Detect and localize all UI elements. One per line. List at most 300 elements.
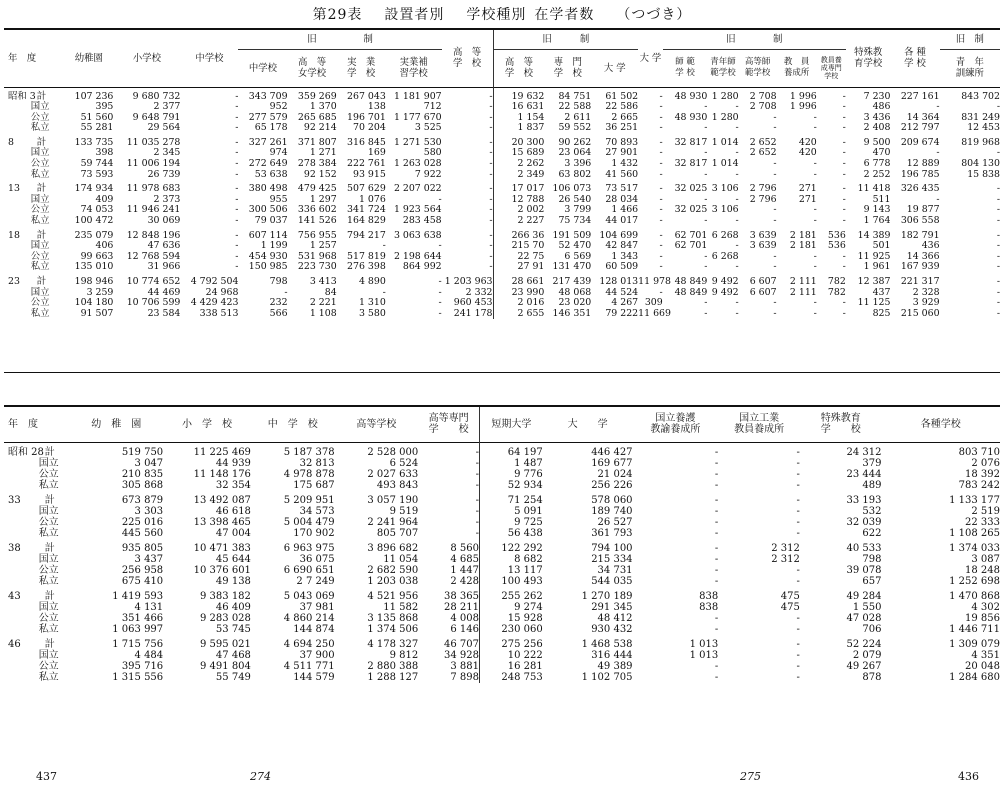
- value-cell: -: [442, 205, 493, 216]
- value-cell: -: [796, 446, 800, 458]
- category-cell: 公立: [38, 468, 59, 480]
- value-cell: 100 472: [74, 215, 114, 227]
- value-cell: 1 550: [852, 601, 882, 613]
- value-cell: 215 70: [511, 240, 545, 252]
- value-cell: 544 035: [591, 575, 633, 587]
- year-cell: [4, 241, 31, 252]
- header2-yogo: 国立養護 教諭養成所: [650, 413, 701, 436]
- category-cell: 国立: [38, 505, 59, 517]
- value-cell: 3 106: [711, 204, 739, 216]
- value-cell: -: [704, 168, 708, 180]
- value-cell: 1 374 506: [367, 623, 419, 635]
- value-cell: 470: [872, 147, 891, 159]
- value-cell: 53 745: [215, 623, 251, 635]
- value-cell: 232: [269, 297, 288, 309]
- value-cell: -: [996, 286, 1000, 298]
- value-cell: 3 639: [749, 240, 777, 252]
- value-cell: 79 222: [605, 307, 639, 319]
- value-cell: 107 236: [74, 90, 114, 102]
- value-cell: -: [418, 491, 479, 506]
- title-part1: 設置者別: [384, 7, 445, 23]
- value-cell: 13 117: [507, 564, 543, 576]
- table-row: [4, 539, 1000, 554]
- value-cell: -: [714, 671, 719, 683]
- value-cell: 32 813: [299, 457, 335, 469]
- value-cell: 32 039: [846, 516, 882, 528]
- value-cell: 29 564: [147, 122, 181, 134]
- value-cell: 15 838: [967, 168, 1000, 180]
- value-cell: 446 427: [591, 446, 633, 458]
- table-row: [4, 661, 1000, 672]
- value-cell: 39 078: [846, 564, 882, 576]
- value-cell: -: [996, 193, 1000, 205]
- header-kinder: 幼稚園: [74, 52, 103, 64]
- value-cell: 47 468: [215, 649, 251, 661]
- value-cell: 6 524: [389, 457, 419, 469]
- value-cell: 49 138: [215, 575, 251, 587]
- value-cell: 73 593: [80, 168, 114, 180]
- value-cell: -: [996, 204, 1000, 216]
- value-cell: 1 961: [863, 261, 891, 273]
- value-cell: 40 533: [846, 542, 882, 554]
- category-cell: 国立: [30, 286, 50, 298]
- value-cell: 361 793: [591, 527, 633, 539]
- value-cell: 133 735: [74, 136, 114, 148]
- value-cell: 3 413: [309, 276, 337, 287]
- value-cell: 5 209 951: [283, 494, 335, 506]
- header-kyoin: 教 員 養成所: [783, 57, 810, 78]
- value-cell: 47 004: [215, 527, 251, 539]
- value-cell: 578 060: [591, 494, 633, 506]
- value-cell: -: [936, 193, 940, 205]
- value-cell: 92 214: [303, 122, 337, 134]
- value-cell: 230 060: [501, 623, 543, 635]
- value-cell: -: [418, 528, 479, 539]
- value-cell: 1 263 028: [393, 158, 442, 170]
- value-cell: 32 025: [674, 183, 708, 195]
- table-row: [4, 262, 1000, 273]
- value-cell: -: [996, 215, 1000, 227]
- value-cell: 37 981: [299, 601, 335, 613]
- category-cell: 国立: [38, 649, 59, 661]
- header-old-system-4: 旧 制: [940, 29, 1000, 49]
- year-cell: [4, 170, 31, 181]
- year-cell: [4, 672, 39, 683]
- value-cell: -: [418, 469, 479, 480]
- value-cell: 62 701: [674, 240, 708, 252]
- header-old-koto: 高 等 学 校: [504, 57, 534, 79]
- value-cell: 974: [269, 147, 288, 159]
- value-cell: -: [659, 286, 663, 298]
- value-cell: 2 181: [789, 229, 817, 241]
- value-cell: 271: [798, 183, 817, 195]
- value-cell: 517 819: [347, 250, 386, 262]
- value-cell: 100 493: [501, 575, 543, 587]
- table-row: [4, 506, 1000, 517]
- value-cell: 11 946 241: [126, 204, 181, 216]
- value-cell: 1 447: [418, 565, 479, 576]
- value-cell: -: [735, 168, 739, 180]
- value-cell: -: [659, 101, 663, 113]
- category-cell: 計: [36, 90, 47, 102]
- value-cell: -: [842, 111, 846, 123]
- value-cell: 825: [872, 307, 891, 319]
- value-cell: 336 602: [297, 204, 337, 216]
- value-cell: 3 259: [86, 286, 114, 298]
- value-cell: 10 774 652: [126, 276, 181, 287]
- value-cell: 1 715 756: [112, 638, 164, 650]
- value-cell: 18 392: [965, 468, 1000, 480]
- header2-kosen: 高等専門 学 校: [418, 406, 479, 442]
- value-cell: -: [235, 90, 239, 102]
- value-cell: 6 690 651: [283, 564, 335, 576]
- value-cell: 22 75: [517, 250, 545, 262]
- value-cell: 271: [798, 193, 817, 205]
- value-cell: 106 073: [552, 183, 592, 195]
- value-cell: -: [813, 215, 817, 227]
- value-cell: 475: [780, 601, 800, 613]
- header-old-univ: 大 学: [603, 62, 626, 74]
- value-cell: 1 108: [309, 307, 337, 319]
- year-cell: 33: [8, 494, 21, 506]
- value-cell: 2 708: [749, 101, 777, 113]
- value-cell: 3 396: [564, 158, 592, 170]
- value-cell: -: [659, 147, 663, 159]
- value-cell: 343 709: [248, 90, 288, 102]
- value-cell: 306 558: [900, 215, 940, 227]
- value-cell: -: [842, 122, 846, 134]
- value-cell: 326 435: [900, 183, 940, 195]
- value-cell: 27 901: [605, 147, 639, 159]
- category-cell: 国立: [38, 457, 59, 469]
- value-cell: 63 802: [558, 168, 592, 180]
- value-cell: 607 114: [248, 229, 288, 241]
- value-cell: -: [714, 505, 719, 517]
- year-cell: 13: [8, 183, 20, 195]
- value-cell: 144 874: [293, 623, 335, 635]
- header-kakushu: 各 種 学 校: [904, 47, 926, 70]
- header-old-system-2: 旧 制: [493, 29, 638, 49]
- value-cell: 70 893: [605, 136, 639, 148]
- page-number-436: 436: [958, 770, 979, 783]
- value-cell: 4 792 504: [190, 276, 239, 287]
- value-cell: 7 898: [418, 672, 479, 683]
- value-cell: 1 374 033: [949, 542, 1000, 554]
- value-cell: 141 526: [297, 215, 337, 227]
- value-cell: 673 879: [121, 494, 164, 506]
- value-cell: 11 978 683: [126, 183, 181, 195]
- value-cell: 104 699: [599, 229, 639, 241]
- enrollment-table-2: [4, 405, 1000, 683]
- year-cell: [4, 528, 39, 539]
- value-cell: 5 187 378: [283, 446, 335, 458]
- table-row: [4, 491, 1000, 506]
- value-cell: -: [796, 468, 800, 480]
- value-cell: 1 996: [789, 101, 817, 113]
- value-cell: -: [442, 216, 493, 227]
- value-cell: 9 680 732: [132, 90, 181, 102]
- value-cell: -: [704, 307, 708, 319]
- value-cell: 2 079: [852, 649, 882, 661]
- value-cell: -: [704, 250, 708, 262]
- value-cell: 6 778: [863, 158, 891, 170]
- year-cell: [4, 506, 39, 517]
- value-cell: 21 024: [597, 468, 633, 480]
- header-koto-shihan: 高等師 範学校: [744, 57, 771, 78]
- header-tokushu: 特殊教 育学校: [854, 47, 883, 70]
- value-cell: 12 788: [511, 193, 545, 205]
- value-cell: 26 527: [597, 516, 633, 528]
- section-divider: [4, 372, 1000, 373]
- value-cell: 1 996: [789, 90, 817, 102]
- year-cell: [4, 480, 39, 491]
- value-cell: 169: [367, 147, 386, 159]
- value-cell: 338 513: [199, 307, 239, 319]
- value-cell: -: [842, 261, 846, 273]
- value-cell: 1 133 177: [949, 494, 1000, 506]
- value-cell: 44 524: [605, 286, 639, 298]
- value-cell: 92 152: [303, 168, 337, 180]
- value-cell: 84: [324, 286, 337, 298]
- value-cell: 2 665: [611, 111, 639, 123]
- year-cell: [4, 113, 31, 124]
- table-row: [4, 554, 1000, 565]
- value-cell: 1 432: [611, 158, 639, 170]
- value-cell: 2 652: [749, 136, 777, 148]
- value-cell: 4 351: [971, 649, 1000, 661]
- year-cell: 昭和 28: [8, 446, 44, 458]
- page-title: [0, 4, 1004, 24]
- value-cell: -: [442, 195, 493, 206]
- value-cell: 2 076: [971, 457, 1000, 469]
- value-cell: 267 043: [347, 90, 386, 102]
- value-cell: 93 915: [353, 168, 386, 180]
- value-cell: 6 146: [418, 624, 479, 635]
- header-seinen: 青 年 訓練所: [955, 57, 984, 79]
- value-cell: 14 366: [906, 250, 940, 262]
- header2-univ: 大 学: [567, 418, 608, 430]
- value-cell: -: [659, 183, 663, 195]
- category-cell: 私立: [38, 527, 59, 539]
- value-cell: -: [235, 122, 239, 134]
- value-cell: 327 261: [248, 136, 288, 148]
- value-cell: 486: [872, 101, 891, 113]
- value-cell: -: [235, 136, 239, 148]
- value-cell: 84 751: [558, 90, 592, 102]
- value-cell: 359 269: [297, 90, 337, 102]
- value-cell: 169 677: [591, 457, 633, 469]
- category-cell: 計: [44, 494, 55, 506]
- header-old-senmon: 専 門 学 校: [553, 57, 582, 79]
- value-cell: 4 860 214: [283, 612, 335, 624]
- year-cell: [4, 602, 39, 613]
- value-cell: -: [842, 136, 846, 148]
- table-row: [4, 180, 1000, 195]
- value-cell: 2 241 964: [367, 516, 419, 528]
- value-cell: -: [438, 193, 442, 205]
- value-cell: 28 661: [511, 276, 545, 287]
- value-cell: -: [659, 250, 663, 262]
- value-cell: 3 047: [134, 457, 164, 469]
- category-cell: 国立: [38, 553, 59, 565]
- value-cell: 4 978 878: [283, 468, 335, 480]
- value-cell: 1 014: [711, 158, 739, 170]
- value-cell: 12 889: [906, 158, 940, 170]
- table-row: [4, 635, 1000, 650]
- value-cell: 794 100: [591, 542, 633, 554]
- value-cell: 395 716: [121, 660, 164, 672]
- value-cell: -: [796, 516, 800, 528]
- value-cell: 6 268: [711, 250, 739, 262]
- year-cell: [4, 309, 31, 320]
- year-cell: [4, 565, 39, 576]
- value-cell: -: [813, 307, 817, 319]
- value-cell: -: [773, 215, 777, 227]
- value-cell: 79 037: [254, 215, 288, 227]
- value-cell: 1 923 564: [393, 204, 442, 216]
- value-cell: 5 091: [514, 505, 543, 517]
- value-cell: 960 453: [442, 298, 493, 309]
- value-cell: 150 985: [248, 261, 288, 273]
- value-cell: 75 734: [558, 215, 592, 227]
- header-old-system-3: 旧 制: [663, 29, 846, 49]
- value-cell: 248 753: [501, 671, 543, 683]
- value-cell: -: [442, 262, 493, 273]
- value-cell: -: [813, 158, 817, 170]
- value-cell: -: [796, 638, 800, 650]
- value-cell: 1 154: [517, 111, 545, 123]
- value-cell: 266 36: [511, 229, 545, 241]
- year-cell: [4, 148, 31, 159]
- enrollment-table-1: [4, 28, 1000, 319]
- value-cell: -: [735, 297, 739, 309]
- value-cell: 24 312: [846, 446, 882, 458]
- value-cell: -: [842, 90, 846, 102]
- value-cell: -: [235, 215, 239, 227]
- value-cell: 55 281: [80, 122, 114, 134]
- value-cell: -: [438, 286, 442, 298]
- value-cell: 935 805: [121, 542, 164, 554]
- header-hs: 高 等 学 校: [442, 29, 493, 87]
- category-cell: 計: [44, 446, 55, 458]
- value-cell: 309: [644, 297, 663, 309]
- value-cell: 475: [780, 590, 800, 602]
- value-cell: 189 740: [591, 505, 633, 517]
- value-cell: -: [382, 286, 386, 298]
- value-cell: 53 638: [254, 168, 288, 180]
- value-cell: 38 365: [418, 587, 479, 602]
- value-cell: 712: [423, 101, 442, 113]
- value-cell: -: [773, 307, 777, 319]
- value-cell: 2 016: [517, 297, 545, 309]
- value-cell: 6 607: [749, 276, 777, 287]
- header2-kinder: 幼 稚 園: [91, 418, 142, 430]
- value-cell: -: [659, 158, 663, 170]
- table-1-header: [4, 29, 1000, 87]
- value-cell: 74 053: [80, 204, 114, 216]
- value-cell: 2 221: [309, 297, 337, 309]
- value-cell: 225 016: [121, 516, 164, 528]
- year-cell: 8: [8, 136, 14, 148]
- value-cell: 803 710: [958, 446, 1000, 458]
- value-cell: 398: [95, 147, 114, 159]
- value-cell: 49 267: [846, 660, 882, 672]
- value-cell: 1 284 680: [949, 671, 1000, 683]
- table-row: [4, 134, 1000, 149]
- value-cell: -: [773, 204, 777, 216]
- value-cell: 13 398 465: [193, 516, 251, 528]
- value-cell: 1 177 670: [393, 111, 442, 123]
- value-cell: 930 432: [591, 623, 633, 635]
- table-section-prewar: [4, 28, 1000, 319]
- value-cell: 955: [269, 193, 288, 205]
- value-cell: 24 968: [205, 286, 239, 298]
- value-cell: 3 135 868: [367, 612, 419, 624]
- value-cell: 622: [862, 527, 882, 539]
- value-cell: -: [735, 307, 739, 319]
- table-section-postwar: [4, 405, 1000, 683]
- value-cell: -: [796, 564, 800, 576]
- value-cell: 2 027 633: [367, 468, 419, 480]
- year-cell: [4, 262, 31, 273]
- value-cell: 28 211: [418, 602, 479, 613]
- value-cell: 1 315 556: [112, 671, 164, 683]
- category-cell: 計: [36, 276, 47, 287]
- year-cell: [4, 661, 39, 672]
- value-cell: 1 487: [514, 457, 543, 469]
- year-cell: 43: [8, 590, 21, 602]
- value-cell: 71 254: [507, 494, 543, 506]
- header2-year: 年 度: [8, 418, 38, 430]
- value-cell: 783 242: [958, 479, 1000, 491]
- category-cell: 私立: [30, 168, 50, 180]
- header2-kogyo: 国立工業 教員養成所: [734, 413, 785, 436]
- value-cell: 436: [921, 240, 940, 252]
- value-cell: -: [813, 111, 817, 123]
- value-cell: 445 560: [121, 527, 164, 539]
- value-cell: 406: [95, 240, 114, 252]
- value-cell: 420: [798, 136, 817, 148]
- value-cell: 11 148 176: [193, 468, 251, 480]
- value-cell: 371 807: [297, 136, 337, 148]
- year-cell: [4, 195, 31, 206]
- value-cell: 16 631: [511, 101, 545, 113]
- value-cell: 1 280: [711, 90, 739, 102]
- value-cell: 32 817: [674, 136, 708, 148]
- value-cell: -: [773, 122, 777, 134]
- header-seinen-shihan: 青年師 範学校: [710, 57, 736, 78]
- value-cell: 11 225 469: [193, 446, 251, 458]
- value-cell: 566: [269, 307, 288, 319]
- table-2-body: [4, 442, 1000, 683]
- table-row: [4, 528, 1000, 539]
- table-row: [4, 216, 1000, 227]
- value-cell: 52 224: [846, 638, 882, 650]
- value-cell: -: [996, 147, 1000, 159]
- value-cell: -: [438, 297, 442, 309]
- value-cell: 91 507: [80, 307, 114, 319]
- value-cell: -: [659, 90, 663, 102]
- value-cell: 16 281: [507, 660, 543, 672]
- value-cell: 32 817: [674, 158, 708, 170]
- value-cell: -: [842, 168, 846, 180]
- table-row: [4, 624, 1000, 635]
- value-cell: 64 197: [507, 446, 543, 458]
- value-cell: -: [773, 297, 777, 309]
- value-cell: -: [442, 159, 493, 170]
- value-cell: 174 934: [74, 183, 114, 195]
- value-cell: 1 013: [689, 649, 719, 661]
